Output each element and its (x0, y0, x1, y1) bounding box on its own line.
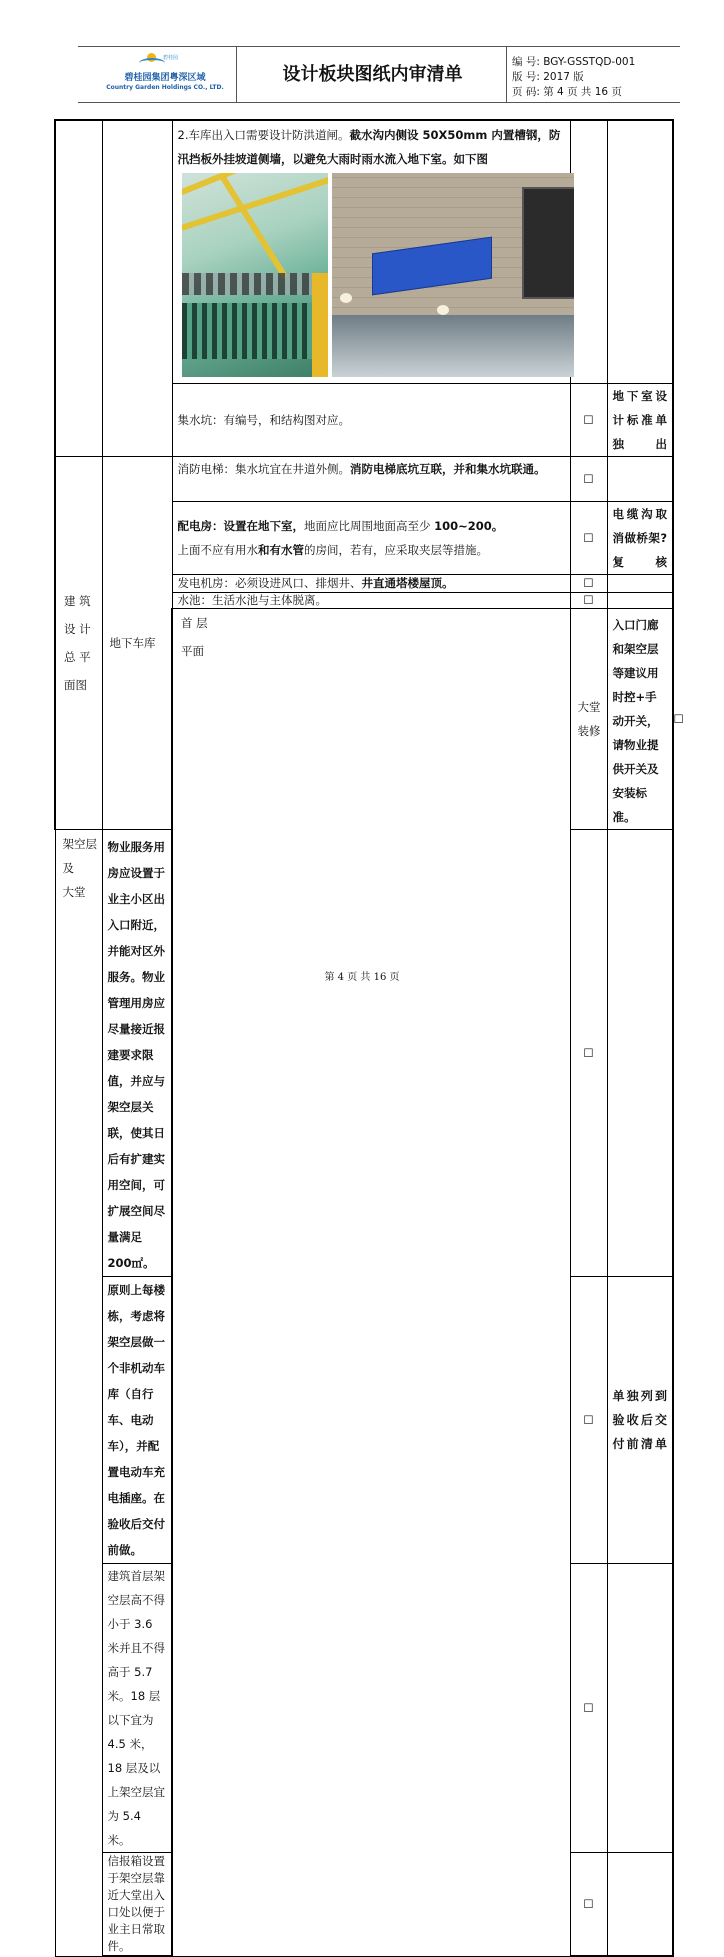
mailbox-text: 信报箱设置于架空层靠近大堂出入口处以便于业主日常取件。 (102, 1853, 172, 1957)
review-checkbox[interactable]: ☐ (570, 830, 607, 1277)
review-checkbox[interactable]: ☐ (570, 384, 607, 457)
page-info: 页 码: 第 4 页 共 16 页 (512, 86, 622, 98)
review-checkbox[interactable]: ☐ (570, 1853, 607, 1957)
review-checkbox[interactable]: ☐ (570, 502, 607, 575)
bike-garage-text: 原则上每楼栋，考虑将架空层做一个非机动车库（自行车、电动车），并配置电动车充电插座。在验收后交付前做。 (102, 1277, 172, 1564)
category-first-floor: 首 层 平面 (172, 609, 570, 1957)
review-checkbox[interactable]: ☐ (570, 575, 607, 593)
drain-grate-photo (182, 173, 328, 377)
subcategory-lobby: 大堂装修 (570, 609, 607, 830)
flood-photos (178, 173, 565, 379)
doc-number: 编 号: BGY-GSSTQD-001 (512, 56, 636, 68)
category-basement: 建 筑 设 计 总 平 面图 (55, 457, 102, 830)
subcategory-stilt-floor: 架空层及 大堂 (55, 830, 102, 1957)
sump-note: 地下室设计标准单独出 (607, 384, 673, 457)
fire-elevator-text: 消防电梯：集水坑宜在井道外侧。消防电梯底坑互联，并和集水坑联通。 (172, 457, 570, 502)
review-checkbox[interactable]: ☐ (570, 1564, 607, 1853)
company-name-cn: 碧桂园集团粤深区域 (124, 73, 206, 83)
document-title: 设计板块图纸内审清单 (282, 64, 463, 85)
flood-gate-content: 2.车库出入口需要设计防洪道闸。截水沟内侧设 50X50mm 内置槽钢，防汛挡板外挂坡道侧墙，以避免大雨时雨水流入地下室。如下图 (172, 120, 570, 384)
sump-text: 集水坑：有编号，和结构图对应。 (172, 384, 570, 457)
company-name-en: Country Garden Holdings CO., LTD. (106, 84, 224, 91)
header-divider (236, 46, 237, 102)
bike-garage-note: 单独列到验收后交付前清单 (607, 1277, 673, 1564)
power-room-text: 配电房：设置在地下室，地面应比周围地面高至少 100~200。 上面不应有用水和有水管的房间，若有，应采取夹层等措施。 (172, 502, 570, 575)
header-divider (506, 46, 507, 102)
header-top-rule (78, 46, 680, 47)
doc-version: 版 号: 2017 版 (512, 71, 584, 83)
logo-mark-text: 碧桂园 (163, 55, 179, 61)
lobby-lighting-text: 入口门廊和架空层等建议用时控+手动开关，请物业提供开关及安装标准。 (607, 609, 673, 830)
table-row (55, 457, 673, 502)
property-room-text: 物业服务用房应设置于业主小区出入口附近，并能对区外服务。物业管理用房应尽量接近报建要求限值，并应与架空层关联，使其日后有扩建实用空间，可扩展空间尽量满足 200㎡。 (102, 830, 172, 1277)
generator-room-text: 发电机房：必须设进风口、排烟井、井直通塔楼屋顶。 (172, 575, 570, 593)
review-checkbox[interactable]: ☐ (570, 1277, 607, 1564)
header-bottom-rule (78, 102, 680, 103)
water-pool-text: 水池：生活水池与主体脱离。 (172, 593, 570, 609)
review-checkbox[interactable]: ☐ (570, 593, 607, 609)
table-row (55, 120, 673, 384)
flood-barrier-photo (332, 173, 574, 377)
logo-icon (135, 50, 195, 68)
review-checklist-table (54, 119, 684, 1957)
stilt-height-text: 建筑首层架空层高不得小于 3.6 米并且不得高于 5.7 米。18 层以下宜为 4.5 米，18 层及以上架空层宜为 5.4 米。 (102, 1564, 172, 1853)
page-footer: 第 4 页 共 16 页 (324, 972, 400, 983)
company-logo (95, 50, 235, 100)
review-checkbox[interactable]: ☐ (570, 457, 607, 502)
power-room-note: 电缆沟取消做桥架? 复核 (607, 502, 673, 575)
subcategory-garage: 地下车库 (102, 457, 172, 830)
table-row: 首 层 平面 大堂装修 入口门廊和架空层等建议用时控+手动开关，请物业提供开关及安装标准。 ☐ (55, 609, 673, 830)
